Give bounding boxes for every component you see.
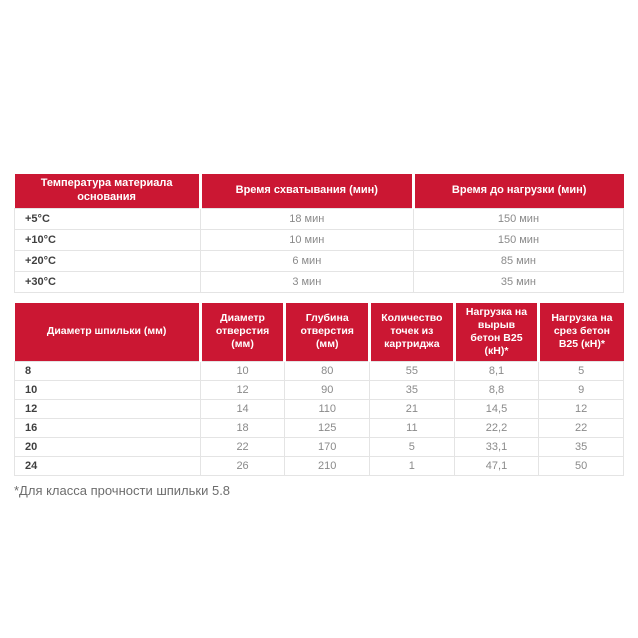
stud-spec-table-cell-4-0: 20 [15,438,201,457]
stud-spec-table-cell-5-5: 50 [539,457,624,476]
table-row [15,457,624,476]
stud-spec-table-cell-0-3: 55 [370,362,455,381]
footnote: *Для класса прочности шпильки 5.8 [14,483,231,498]
stud-spec-table-head [15,303,624,362]
curing-time-table-head [15,174,624,208]
stud-spec-table-cell-0-2: 80 [285,362,370,381]
stud-spec-table-cell-2-5: 12 [539,400,624,419]
stud-spec-table-cell-5-0: 24 [15,457,201,476]
table-row [15,229,624,250]
stud-spec-table-cell-1-0: 10 [15,381,201,400]
stud-spec-table-header-2: Глубина отверстия (мм) [285,303,370,362]
stud-spec-table-cell-2-0: 12 [15,400,201,419]
stud-spec-table-cell-4-5: 35 [539,438,624,457]
curing-time-table-cell-2-0: +20°C [15,250,201,271]
curing-time-table-cell-3-2: 35 мин [413,271,623,292]
curing-time-table-cell-1-0: +10°C [15,229,201,250]
stud-spec-table-header-3: Количество точек из картриджа [370,303,455,362]
stud-spec-table-cell-3-0: 16 [15,419,201,438]
stud-spec-table-header-row [15,303,624,362]
curing-time-table-cell-2-2: 85 мин [413,250,623,271]
stud-spec-table-cell-2-1: 14 [200,400,285,419]
stud-spec-table-cell-1-4: 8,8 [454,381,539,400]
stud-spec-table-cell-5-1: 26 [200,457,285,476]
curing-time-table-header-0: Температура материала основания [15,174,201,208]
curing-time-table-body [15,208,624,292]
stud-spec-table-cell-2-4: 14,5 [454,400,539,419]
table-row [15,208,624,229]
table-row [15,381,624,400]
stud-spec-table-cell-1-2: 90 [285,381,370,400]
stud-spec-table-cell-3-1: 18 [200,419,285,438]
stud-spec-table-cell-4-2: 170 [285,438,370,457]
stud-spec-table-cell-1-1: 12 [200,381,285,400]
stud-spec-table-cell-2-2: 110 [285,400,370,419]
curing-time-table-cell-0-2: 150 мин [413,208,623,229]
stud-spec-table-cell-5-3: 1 [370,457,455,476]
curing-time-table-cell-0-0: +5°C [15,208,201,229]
stud-spec-table-cell-3-2: 125 [285,419,370,438]
stud-spec-table-cell-1-5: 9 [539,381,624,400]
curing-time-table-header-1: Время схватывания (мин) [200,174,413,208]
stud-spec-table-header-1: Диаметр отверстия (мм) [200,303,285,362]
stud-spec-table-cell-0-1: 10 [200,362,285,381]
curing-time-table-cell-1-2: 150 мин [413,229,623,250]
stud-spec-table-header-0: Диаметр шпильки (мм) [15,303,201,362]
stud-spec-table-cell-1-3: 35 [370,381,455,400]
table-row [15,400,624,419]
curing-time-table-cell-3-1: 3 мин [200,271,413,292]
stud-spec-table-cell-5-2: 210 [285,457,370,476]
stud-spec-table-cell-0-0: 8 [15,362,201,381]
curing-time-table-cell-0-1: 18 мин [200,208,413,229]
stud-spec-table-cell-3-5: 22 [539,419,624,438]
stud-spec-table-cell-3-3: 11 [370,419,455,438]
table-row [15,250,624,271]
stud-spec-table-cell-4-3: 5 [370,438,455,457]
stud-spec-table-cell-0-5: 5 [539,362,624,381]
stud-spec-table-cell-4-1: 22 [200,438,285,457]
table-row [15,271,624,292]
tables-spacer [14,293,624,303]
stud-spec-table-cell-3-4: 22,2 [454,419,539,438]
curing-time-table-header-2: Время до нагрузки (мин) [413,174,623,208]
stud-spec-table [14,303,624,477]
stud-spec-table-header-4: Нагрузка на вырыв бетон В25 (кН)* [454,303,539,362]
curing-time-table-cell-1-1: 10 мин [200,229,413,250]
curing-time-table-header-row [15,174,624,208]
stud-spec-table-cell-2-3: 21 [370,400,455,419]
table-row [15,362,624,381]
stud-spec-table-body [15,362,624,476]
curing-time-table-cell-2-1: 6 мин [200,250,413,271]
stud-spec-table-cell-5-4: 47,1 [454,457,539,476]
curing-time-table-cell-3-0: +30°C [15,271,201,292]
stud-spec-table-cell-4-4: 33,1 [454,438,539,457]
stud-spec-table-header-5: Нагрузка на срез бетон В25 (кН)* [539,303,624,362]
curing-time-table [14,174,624,293]
table-row [15,438,624,457]
table-row [15,419,624,438]
stud-spec-table-cell-0-4: 8,1 [454,362,539,381]
